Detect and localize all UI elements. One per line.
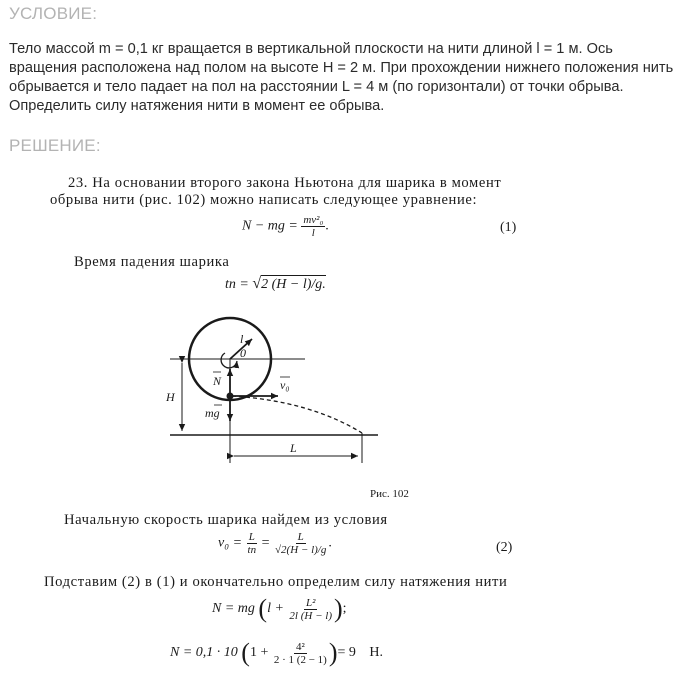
figure-102 <box>160 305 390 470</box>
label-O: 0 <box>240 346 246 360</box>
eq2-end: . <box>328 535 332 551</box>
eq4-fraction <box>272 641 329 666</box>
eq2-lhs: v₀ = <box>218 535 243 551</box>
eq2-mid: = <box>261 535 270 551</box>
intro-line-1: 23. На основании второго закона Ньютона для шарика в момент <box>68 175 502 191</box>
eq1-end: . <box>325 218 329 234</box>
eq4-denominator: 2 · 1 (2 − 1) <box>273 653 327 666</box>
eq3-numerator: L² <box>305 596 316 609</box>
eq3-fraction <box>287 597 334 622</box>
eq1-lhs: N − mg = <box>242 218 298 234</box>
eq2-number: (2) <box>496 540 513 555</box>
solution-heading: РЕШЕНИЕ: <box>9 136 101 155</box>
eq4-close-paren: ) <box>328 638 338 667</box>
eq1-number: (1) <box>500 220 517 235</box>
eq2-fraction-2 <box>273 531 328 556</box>
eq4-inner: 1 + <box>249 645 269 661</box>
eq2-f2-numerator: L <box>297 531 304 543</box>
label-l: l <box>240 332 244 346</box>
eq3-end: ; <box>342 601 347 617</box>
eq4-lhs: N = 0,1 · 10 <box>170 645 238 661</box>
label-L: L <box>290 441 297 455</box>
condition-heading: УСЛОВИЕ: <box>9 4 98 23</box>
fall-time-radicand: 2 (H − l)/g. <box>261 277 326 292</box>
eq4-unit: Н. <box>369 645 384 661</box>
eq4-numerator: 4² <box>295 640 305 653</box>
intro-line-2: обрыва нити (рис. 102) можно написать следующее уравнение: <box>50 192 478 208</box>
label-v0: v₀ <box>280 378 290 392</box>
label-H: H <box>166 390 175 404</box>
fall-time-lhs: tп = <box>225 277 249 292</box>
figure-caption: Рис. 102 <box>370 488 409 500</box>
eq2-f1-numerator: L <box>248 531 255 543</box>
eq1-numerator: mv²₀ <box>303 214 324 226</box>
equation-3 <box>212 594 347 624</box>
eq4-open-paren: ( <box>241 638 250 667</box>
trajectory <box>232 396 362 433</box>
fall-time-formula <box>225 275 326 293</box>
sqrt-sign: √ <box>252 275 262 292</box>
eq3-close-paren: ) <box>333 594 343 623</box>
eq1-denominator: l <box>311 227 315 239</box>
equation-2 <box>218 531 332 556</box>
eq3-lhs: N = mg <box>212 601 255 617</box>
substitute-text: Подставим (2) в (1) и окончательно определим силу натяжения нити <box>44 574 508 590</box>
eq1-fraction <box>301 214 325 239</box>
equation-1 <box>242 214 329 239</box>
equation-4 <box>170 638 383 668</box>
eq3-open-paren: ( <box>258 594 268 623</box>
eq3-denominator: 2l (H − l) <box>289 609 332 622</box>
eq2-f1-denominator: tп <box>247 544 257 556</box>
eq4-result: = 9 <box>337 645 356 661</box>
velocity-text: Начальную скорость шарика найдем из условия <box>64 512 388 528</box>
label-mg: mg <box>205 406 220 420</box>
eq3-inner: l + <box>267 601 284 617</box>
label-N: N <box>213 374 222 388</box>
eq2-f2-denominator: √2(H − l)/g <box>275 544 327 556</box>
eq2-fraction-1 <box>246 531 259 556</box>
condition-text: Тело массой m = 0,1 кг вращается в вертикальной плоскости на нити длиной l = 1 м. Ось вращения расположена над полом на высоте H = 2 м. При прохождении нижнего положения нить обрывается и тело падает на пол на расстоянии L = 4 м (по горизонтали) от точки обрыва. Определить силу натяжения нити в момент ее обрыва. <box>9 41 674 114</box>
fall-time-label: Время падения шарика <box>74 254 230 270</box>
